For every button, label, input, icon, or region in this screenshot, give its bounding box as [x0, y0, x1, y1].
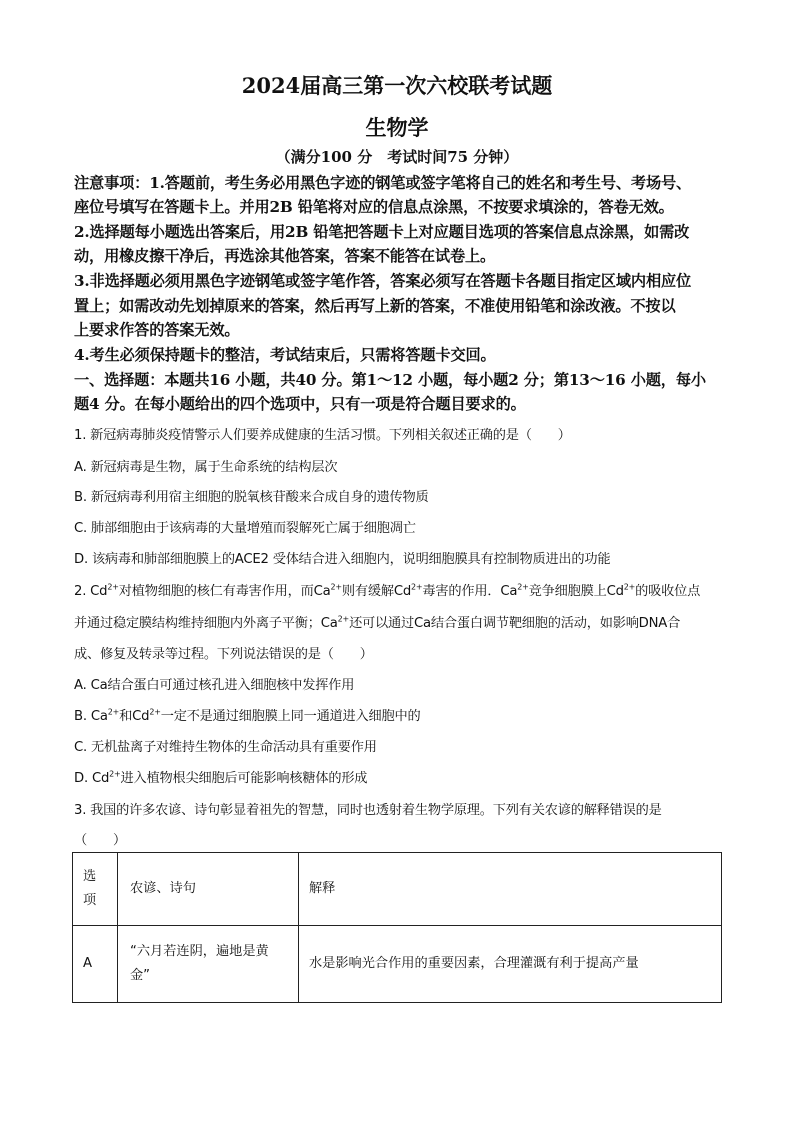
q2-option-d: D. $Cd^{2+}$进入植物根尖细胞后可能影响核糖体的形成 [74, 769, 368, 786]
header-option: 选 项 [73, 853, 118, 926]
q1-stem: 1. 新冠病毒肺炎疫情警示人们要养成健康的生活习惯。下列相关叙述正确的是（ ） [74, 428, 571, 443]
row-saying: “六月若连阴，遍地是黄 金” [118, 926, 299, 1003]
q3-table [72, 852, 722, 1003]
instruction-line: 4.考生必须保持题卡的整洁，考试结束后，只需将答题卡交回。 [74, 346, 496, 364]
section-heading: 一、选择题：本题共16 小题，共40 分。第1～12 小题，每小题2 分；第13～16 小题，每小 [74, 371, 706, 389]
instruction-line: 3.非选择题必须用黑色字迹钢笔或签字笔作答，答案必须写在答题卡各题目指定区域内相应位 [74, 272, 692, 290]
instruction-line: 置上；如需改动先划掉原来的答案，然后再写上新的答案，不准使用铅笔和涂改液。不按以 [74, 297, 676, 315]
row-option: A [73, 926, 118, 1003]
q2-option-c: C. 无机盐离子对维持生物体的生命活动具有重要作用 [74, 740, 377, 755]
q2-stem-line3: 成、修复及转录等过程。下列说法错误的是（ ） [74, 647, 373, 662]
q2-option-a: A. Ca结合蛋白可通过核孔进入细胞核中发挥作用 [74, 678, 355, 693]
instruction-line: 注意事项：1.答题前，考生务必用黑色字迹的钢笔或签字笔将自己的姓名和考生号、考场号、 [74, 174, 692, 192]
row-explanation: 水是影响光合作用的重要因素，合理灌溉有利于提高产量 [299, 926, 722, 1003]
subject-title: 生物学 [365, 115, 429, 140]
table-header-row [73, 853, 722, 926]
q2-stem-line1: 2. $Cd^{2+}$对植物细胞的核仁有毒害作用，而$Ca^{2+}$则有缓解$Cd^{2+}$毒害的作用．$Ca^{2+}$竞争细胞膜上$Cd^{2+}$的吸收位点 [74, 582, 701, 599]
q2-stem-line2: 并通过稳定膜结构维持细胞内外离子平衡；$Ca^{2+}$还可以通过Ca结合蛋白调节靶细胞的活动，如影响DNA合 [74, 614, 681, 631]
q1-option-a: A. 新冠病毒是生物，属于生命系统的结构层次 [74, 460, 338, 475]
instruction-line: 上要求作答的答案无效。 [74, 321, 240, 339]
q1-option-d: D. 该病毒和肺部细胞膜上的ACE2 受体结合进入细胞内，说明细胞膜具有控制物质进出的功能 [74, 552, 611, 567]
header-explanation: 解释 [299, 853, 722, 926]
q1-option-c: C. 肺部细胞由于该病毒的大量增殖而裂解死亡属于细胞凋亡 [74, 521, 416, 536]
q1-option-b: B. 新冠病毒利用宿主细胞的脱氧核苷酸来合成自身的遗传物质 [74, 490, 429, 505]
instruction-line: 2.选择题每小题选出答案后，用2B 铅笔把答题卡上对应题目选项的答案信息点涂黑，如需改 [74, 223, 690, 241]
exam-info: （满分100 分 考试时间75 分钟） [275, 148, 519, 166]
q3-blank: （ ） [74, 833, 126, 848]
instruction-line: 动，用橡皮擦干净后，再选涂其他答案，答案不能答在试卷上。 [74, 247, 496, 265]
q3-stem: 3. 我国的许多农谚、诗句彰显着祖先的智慧，同时也透射着生物学原理。下列有关农谚的解释错误的是 [74, 803, 662, 818]
header-saying: 农谚、诗句 [118, 853, 299, 926]
section-heading: 题4 分。在每小题给出的四个选项中，只有一项是符合题目要求的。 [74, 395, 526, 413]
q2-option-b: B. $Ca^{2+}$和$Cd^{2+}$一定不是通过细胞膜上同一通道进入细胞中的 [74, 707, 421, 724]
instruction-line: 座位号填写在答题卡上。并用2B 铅笔将对应的信息点涂黑，不按要求填涂的，答卷无效。 [74, 198, 674, 216]
table-row [73, 926, 722, 1003]
exam-title: 2024届高三第一次六校联考试题 [241, 73, 553, 98]
